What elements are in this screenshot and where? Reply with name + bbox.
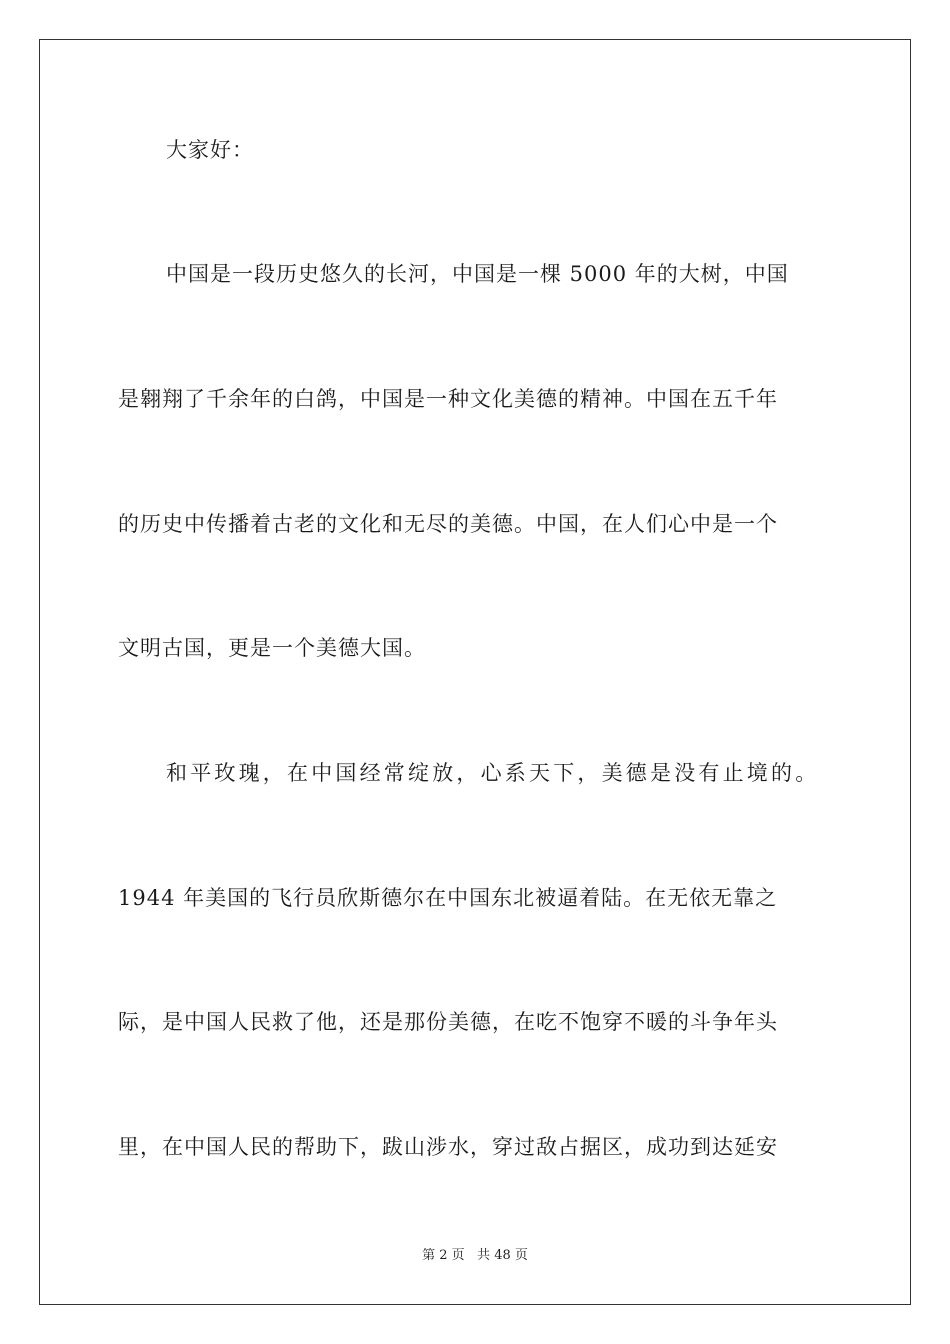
paragraph2-line-1: 和平玫瑰，在中国经常绽放，心系天下，美德是没有止境的。 [166,761,820,785]
paragraph1-line-1: 中国是一段历史悠久的长河，中国是一棵 5000 年的大树，中国 [166,262,789,286]
paragraph1-line-2: 是翱翔了千余年的白鸽，中国是一种文化美德的精神。中国在五千年 [118,387,778,411]
page-border [39,39,911,1305]
paragraph1-line-4: 文明古国，更是一个美德大国。 [118,636,426,660]
greeting-line: 大家好： [166,138,254,162]
paragraph1-line-3: 的历史中传播着古老的文化和无尽的美德。中国，在人们心中是一个 [118,512,778,536]
paragraph2-line-3: 际，是中国人民救了他，还是那份美德，在吃不饱穿不暖的斗争年头 [118,1010,778,1034]
page-number-footer: 第 2 页 共 48 页 [422,1248,528,1263]
paragraph2-line-4: 里，在中国人民的帮助下，跋山涉水，穿过敌占据区，成功到达延安 [118,1135,778,1159]
paragraph2-line-2: 1944 年美国的飞行员欣斯德尔在中国东北被逼着陆。在无依无靠之 [118,886,778,910]
